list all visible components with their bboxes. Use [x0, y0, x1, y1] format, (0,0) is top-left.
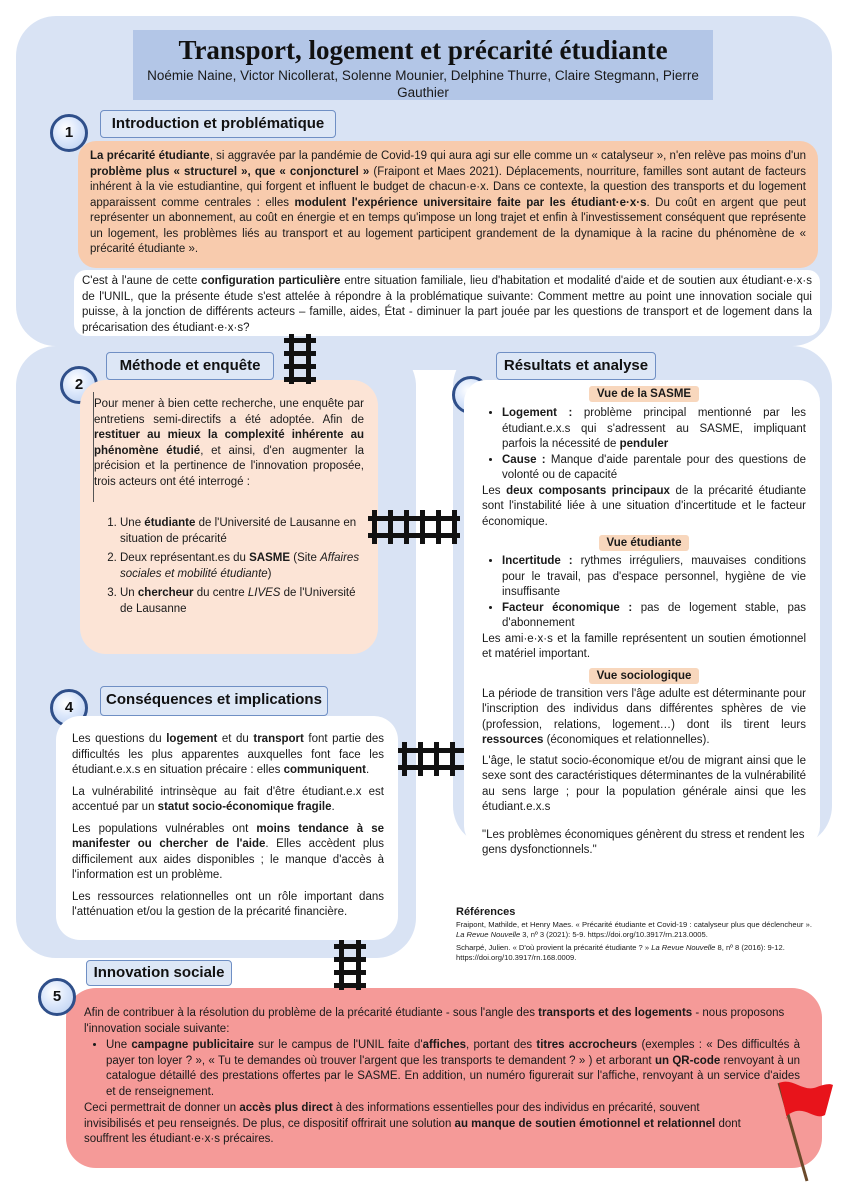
method-box	[80, 380, 378, 654]
list-item: 2. Deux représentant.es du SASME (Site Affaires sociales et mobilité étudiante)	[120, 551, 364, 582]
view-tag-sasme: Vue de la SASME	[589, 386, 699, 402]
section-title-results: Résultats et analyse	[496, 352, 656, 380]
railway-track-icon	[282, 334, 318, 384]
consequences-paragraph-3: Les populations vulnérables ont moins tendance à se manifester ou chercher de l'aide. Elles accèdent plus difficilement aux aides disponibles ; le manque d'accès à l'information est un problème.	[72, 822, 385, 881]
section-title-innovation: Innovation sociale	[86, 960, 232, 986]
poster-title: Transport, logement et précarité étudiante	[178, 35, 668, 65]
innovation-paragraph-1: Afin de contribuer à la résolution du problème de la précarité étudiante - sous l'angle des transports et des logements - nous proposons l'innovation sociale suivante:	[84, 1007, 785, 1035]
innovation-box	[66, 988, 822, 1168]
view-tag-student: Vue étudiante	[599, 535, 690, 551]
student-list	[482, 554, 806, 632]
innovation-paragraph-2: Ceci permettrait de donner un accès plus direct à des informations essentielles pour des individus en précarité, souvent invisibilisés et peu renseignés. De plus, ce dispositif offrirait une solution au manque de soutien émotionnel et relationnel dont souffrent les étudiant·e·x·s précaires.	[84, 1102, 741, 1145]
section-title-intro: Introduction et problématique	[100, 110, 336, 138]
view-tag-sociology: Vue sociologique	[589, 668, 700, 684]
problem-box	[74, 270, 820, 336]
intro-paragraph: La précarité étudiante, si aggravée par la pandémie de Covid-19 qui aura agi sur elle comme un « catalyseur », n'en relève pas moins d'un problème plus « structurel », que « conjoncturel » (Fraipont et Maes 2021). Déplacements, nourriture, familles sont autant de facteurs inhérent à la vie estudiantine, qui forgent et influent le budget de chacun·e·x. Dans ce contexte, la question des transports et du logement apparaissent comme centrales : elles modulent l'expérience universitaire faite par les étudiant·e·x·s. Du coût en argent que peut représenter un abonnement, au coût en énergie et en temps qu'impose un long trajet et enfin à l'investissement conséquent que représente un logement, les problèmes liés au transport et au logement participent grandement de la dynamique à la racine du phénomène de « précarité étudiante ».	[90, 150, 806, 255]
railway-track-icon	[398, 742, 464, 776]
section-number-5: 5	[38, 978, 76, 1016]
list-item: • Facteur économique : pas de logement stable, pas d'abonnement	[502, 601, 806, 632]
results-paragraph-1: Les deux composants principaux de la précarité étudiante sont l'instabilité liée à une situation d'incertitude et le facteur économique.	[482, 484, 806, 528]
list-item: 1. Une étudiante de l'Université de Lausanne en situation de précarité	[120, 516, 364, 547]
authors: Noémie Naine, Victor Nicollerat, Solenne Mounier, Delphine Thurre, Claire Stegmann, Pierre Gauthier	[147, 68, 699, 100]
section-title-consequences: Conséquences et implications	[100, 686, 328, 716]
sasme-list	[482, 406, 806, 484]
list-item: • Incertitude : rythmes irréguliers, mauvaises conditions pour le travail, pas d'espace personnel, hygiène de vie insuffisante	[502, 554, 806, 601]
consequences-paragraph-2: La vulnérabilité intrinsèque au fait d'être étudiant.e.x est accentué par un statut socio-économique fragile.	[72, 785, 384, 813]
railway-track-icon	[368, 510, 460, 544]
results-paragraph-3: La période de transition vers l'âge adulte est déterminante pour l'inscription des individus dans différentes sphères de vie (profession, relations, logement…) dont ils tirent leurs ressources (économiques et relationnelles).	[482, 687, 806, 746]
interviewee-list	[94, 516, 364, 617]
results-paragraph-4: L'âge, le statut socio-économique et/ou de migrant ainsi que le sexe sont des caractéristiques déterminantes de la vulnérabilité au sens large ; pour la population générale ainsi que les étudiant.e.x.s	[482, 754, 806, 813]
innovation-list	[84, 1038, 800, 1100]
list-item: • Une campagne publicitaire sur le campus de l'UNIL faite d'affiches, portant des titres accrocheurs (exemples : « Des difficultés à payer ton loyer ? », « Tu te demandes où trouver l'argent que les transports te demandent ? » ) et arborant un QR-code renvoyant à un catalogue détaillé des prestations offertes par le SASME. En addition, un numéro figurerait sur l'affiche, renvoyant à un service d'aides et de renseignement.	[106, 1038, 800, 1100]
results-quote: "Les problèmes économiques génèrent du stress et rendent les gens dysfonctionnels."	[482, 828, 805, 856]
results-box	[464, 380, 820, 856]
list-item: 3. Un chercheur du centre LIVES de l'Université de Lausanne	[120, 586, 364, 617]
list-item: • Logement : problème principal mentionné par les étudiant.e.x.s qui s'adressent au SASME, impliquant parfois la nécessité de penduler	[502, 406, 806, 453]
section-number-2: 2	[60, 366, 98, 404]
method-paragraph: Pour mener à bien cette recherche, une enquête par entretiens semi-directifs a été adoptée. Afin de restituer au mieux la complexité inhérente au phénomène étudié, et ainsi, d'en augmenter la précision et la pertinence de l'innovation proposée, trois acteurs ont été interrogé :	[94, 398, 364, 488]
reference-item: Fraipont, Mathilde, et Henry Maes. « Précarité étudiante et Covid-19 : catalyseur plus que déclencheur ». La Revue Nouvelle 3, nº 3 (2021): 5‑9. https://doi.org/10.3917/rn.213.0005.	[456, 920, 812, 939]
section-number-1: 1	[50, 114, 88, 152]
title-block	[133, 30, 713, 100]
red-flag-icon	[765, 1075, 835, 1185]
consequences-box	[56, 716, 398, 940]
results-paragraph-2: Les ami·e·x·s et la famille représentent un soutien émotionnel et matériel important.	[482, 632, 806, 660]
section-number-4: 4	[50, 689, 88, 727]
references	[456, 906, 812, 976]
intro-box	[78, 141, 818, 268]
consequences-paragraph-4: Les ressources relationnelles ont un rôle important dans l'atténuation et/ou la gestion de la précarité financière.	[72, 890, 384, 918]
section-title-method: Méthode et enquête	[106, 352, 274, 380]
railway-track-icon	[332, 940, 368, 990]
problem-paragraph: C'est à l'aune de cette configuration particulière entre situation familiale, lieu d'habitation et modalité d'aide et de soutien aux étudiant·e·x·s de l'UNIL, que la présente étude s'est attelée à répondre à la problématique suivante: Comment mettre au point une innovation sociale qui puisse, à la jonction de différents acteurs – famille, aides, État - diminuer la part jouée par les questions de transport et de logement dans la précarisation des étudiant·e·x·s?	[82, 275, 812, 334]
list-item: • Cause : Manque d'aide parentale pour des questions de volonté ou de capacité	[502, 453, 806, 484]
consequences-paragraph-1: Les questions du logement et du transport font partie des difficultés les plus apparentes auxquelles font face les étudiant.e.x.s en situation précaire : elles communiquent.	[72, 733, 384, 776]
references-title: Références	[456, 906, 516, 918]
reference-item: Scharpé, Julien. « D'où provient la précarité étudiante ? » La Revue Nouvelle 8, nº 8 (2016): 9‑12. https://doi.org/10.3917/rn.168.0009.	[456, 943, 785, 962]
